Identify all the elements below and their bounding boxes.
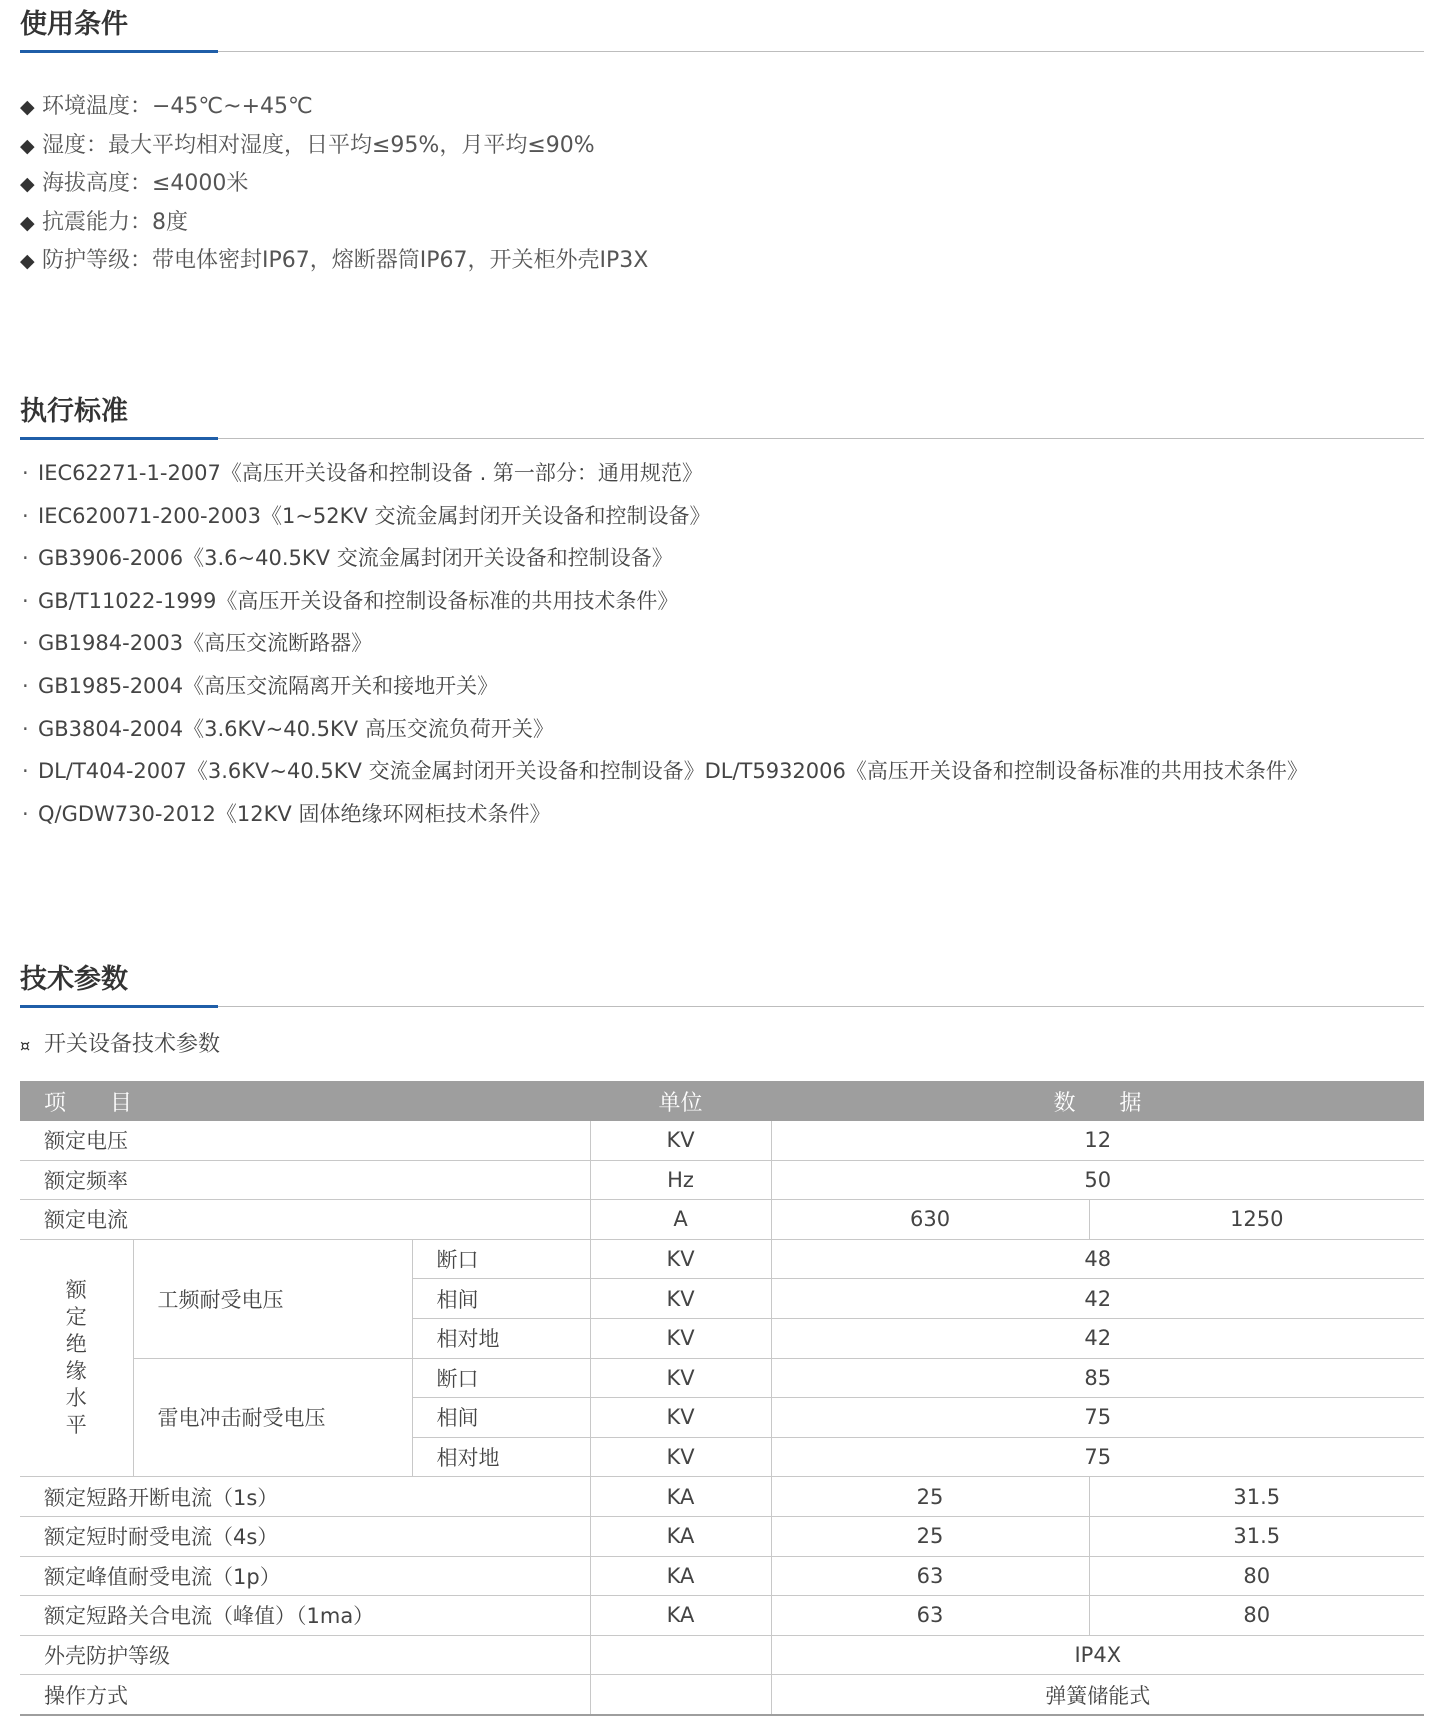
- dot-bullet-icon: ·: [22, 461, 29, 485]
- insulation-level-label: 额 定 绝 缘 水 平: [20, 1239, 133, 1477]
- list-item: ◆ 抗震能力：8度: [20, 204, 648, 243]
- table-row: 外壳防护等级 IP4X: [20, 1635, 1424, 1675]
- list-item: ◆ 环境温度：−45℃~+45℃: [20, 88, 648, 127]
- list-item: · GB/T11022-1999《高压开关设备和控制设备标准的共用技术条件》: [22, 580, 1308, 623]
- dot-bullet-icon: ·: [22, 546, 29, 571]
- table-row: 额定短路关合电流（峰值）（1ma） KA 63 80: [20, 1596, 1424, 1636]
- list-item: · GB1984-2003《高压交流断路器》: [22, 622, 1308, 665]
- diamond-bullet-icon: ◆: [20, 96, 35, 118]
- table-row: 相间 KV 75: [20, 1398, 1424, 1438]
- currency-marker-icon: ¤: [20, 1036, 31, 1055]
- table-row: 额定频率 Hz 50: [20, 1160, 1424, 1200]
- table-row: 额定电流 A 630 1250: [20, 1200, 1424, 1240]
- standards-section-rule: [20, 437, 1424, 441]
- power-frequency-label: 工频耐受电压: [133, 1239, 412, 1358]
- diamond-bullet-icon: ◆: [20, 211, 35, 234]
- list-item: · DL/T404-2007《3.6KV~40.5KV 交流金属封闭开关设备和控制设备》DL/T5932006《高压开关设备和控制设备标准的共用技术条件》: [22, 750, 1308, 793]
- table-row: 相对地 KV 75: [20, 1437, 1424, 1477]
- tech-subtitle: ¤ 开关设备技术参数: [20, 1030, 220, 1061]
- standards-section-title: 执行标准: [20, 396, 128, 427]
- usage-section-title: 使用条件: [20, 9, 128, 40]
- list-item: · IEC620071-200-2003《1~52KV 交流金属封闭开关设备和控制设备》: [22, 495, 1308, 538]
- list-item: · GB3906-2006《3.6~40.5KV 交流金属封闭开关设备和控制设备》: [22, 537, 1308, 580]
- tech-section-header: [20, 963, 1424, 1009]
- table-row: 相间 KV 42: [20, 1279, 1424, 1319]
- dot-bullet-icon: ·: [22, 631, 29, 656]
- diamond-bullet-icon: ◆: [20, 134, 35, 157]
- table-row: 额 定 绝 缘 水 平 工频耐受电压 断口 KV 48: [20, 1239, 1424, 1279]
- list-item: · IEC62271-1-2007《高压开关设备和控制设备 . 第一部分：通用规范》: [22, 452, 1308, 495]
- table-row: 雷电冲击耐受电压 断口 KV 85: [20, 1358, 1424, 1398]
- table-row: 操作方式 弹簧储能式: [20, 1675, 1424, 1715]
- tech-section-title: 技术参数: [20, 964, 128, 995]
- table-row: 额定短时耐受电流（4s） KA 25 31.5: [20, 1516, 1424, 1556]
- tech-section-rule: [20, 1005, 1424, 1009]
- standards-list: [22, 452, 1308, 835]
- dot-bullet-icon: ·: [22, 759, 29, 784]
- usage-conditions-list: [20, 88, 648, 281]
- list-item: ◆ 海拔高度：≤4000米: [20, 165, 648, 204]
- table-row: 相对地 KV 42: [20, 1318, 1424, 1358]
- table-row: 额定短路开断电流（1s） KA 25 31.5: [20, 1477, 1424, 1517]
- list-item: · GB3804-2004《3.6KV~40.5KV 高压交流负荷开关》: [22, 708, 1308, 751]
- dot-bullet-icon: ·: [22, 588, 29, 613]
- standards-section-header: [20, 395, 1424, 441]
- lightning-impulse-label: 雷电冲击耐受电压: [133, 1358, 412, 1477]
- usage-section-header: [20, 8, 1424, 54]
- table-row: 额定电压 KV 12: [20, 1121, 1424, 1160]
- diamond-bullet-icon: ◆: [20, 173, 35, 195]
- table-header-row: [20, 1081, 1424, 1121]
- header-item: 项 目: [20, 1081, 590, 1121]
- header-data: 数 据: [771, 1081, 1424, 1121]
- table-row: 额定峰值耐受电流（1p） KA 63 80: [20, 1556, 1424, 1596]
- usage-section-rule: [20, 50, 1424, 54]
- list-item: · GB1985-2004《高压交流隔离开关和接地开关》: [22, 665, 1308, 708]
- list-item: · Q/GDW730-2012《12KV 固体绝缘环网柜技术条件》: [22, 793, 1308, 836]
- header-unit: 单位: [590, 1081, 771, 1121]
- dot-bullet-icon: ·: [22, 801, 29, 826]
- list-item: ◆ 防护等级：带电体密封IP67，熔断器筒IP67，开关柜外壳IP3X: [20, 242, 648, 281]
- dot-bullet-icon: ·: [22, 503, 29, 528]
- dot-bullet-icon: ·: [22, 716, 29, 741]
- dot-bullet-icon: ·: [22, 673, 29, 698]
- tech-params-table: [20, 1081, 1424, 1716]
- diamond-bullet-icon: ◆: [20, 250, 35, 272]
- list-item: ◆ 湿度：最大平均相对湿度，日平均≤95%，月平均≤90%: [20, 127, 648, 166]
